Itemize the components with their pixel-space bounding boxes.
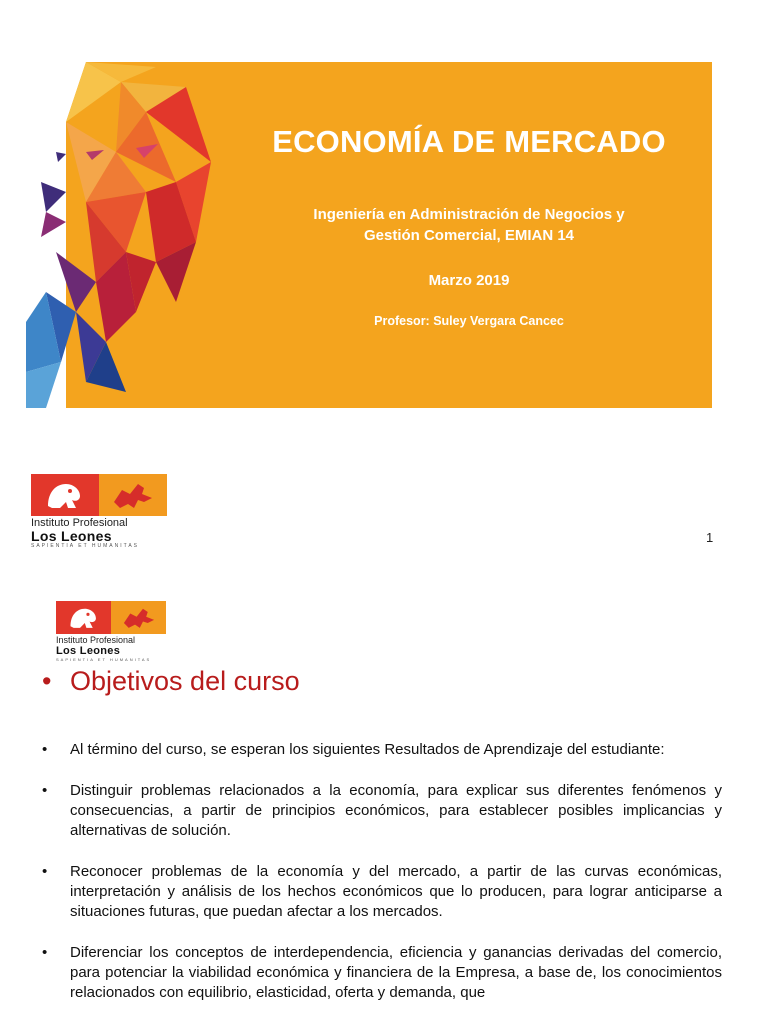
lion-icon	[31, 474, 99, 516]
banner-text-block	[226, 62, 712, 408]
objectives-list	[42, 740, 722, 1024]
page-number: 1	[706, 530, 714, 545]
bullet-mark: •	[42, 863, 48, 880]
subtitle-line-1: Ingeniería en Administración de Negocios y	[313, 206, 625, 223]
program-subtitle	[226, 204, 712, 246]
title-banner	[26, 62, 712, 408]
bullet-mark: •	[42, 782, 48, 799]
lion-rampant-icon	[99, 474, 167, 516]
institute-logo-small	[56, 601, 166, 662]
list-item	[42, 740, 722, 760]
list-item	[42, 943, 722, 1003]
presentation-title: ECONOMÍA DE MERCADO	[272, 124, 666, 159]
institute-logo	[31, 474, 167, 549]
list-item-text: Al término del curso, se esperan los siguientes Resultados de Aprendizaje del estudiante:	[70, 741, 665, 758]
logo-line-motto: SAPIENTIA ET HUMANITAS	[56, 657, 152, 662]
logo-emblem	[56, 601, 166, 634]
list-item-text: Reconocer problemas de la economía y del mercado, a partir de las curvas económicas, interpretación y análisis de los hechos económicos que lo producen, para lograr anticiparse a situaciones futuras, que puedan afectar a los mercados.	[70, 863, 722, 920]
list-item-text: Distinguir problemas relacionados a la economía, para explicar sus diferentes fenómenos y consecuencias, a partir de principios económicos, para establecer posibles implicancias y alternativas de solución.	[70, 782, 722, 839]
bullet-mark: •	[42, 666, 52, 696]
section-heading	[42, 666, 300, 697]
logo-line-institute: Instituto Profesional	[56, 635, 136, 645]
lion-icon	[56, 601, 111, 634]
professor-name: Profesor: Suley Vergara Cancec	[374, 314, 564, 328]
subtitle-line-2: Gestión Comercial, EMIAN 14	[363, 227, 575, 244]
presentation-date: Marzo 2019	[428, 272, 510, 289]
logo-line-name: Los Leones	[56, 645, 121, 657]
logo-line-institute: Instituto Profesional	[31, 517, 128, 529]
logo-line-name: Los Leones	[31, 528, 112, 544]
geometric-lion-icon	[26, 62, 226, 408]
logo-emblem	[31, 474, 167, 516]
logo-line-motto: SAPIENTIA ET HUMANITAS	[31, 543, 139, 549]
bullet-mark: •	[42, 944, 48, 961]
bullet-mark: •	[42, 741, 48, 758]
list-item-text: Diferenciar los conceptos de interdependencia, eficiencia y ganancias derivadas del comercio, para potenciar la viabilidad económica y financiera de la Empresa, a base de, los conocimientos relacionados con equilibrio, elasticidad, oferta y demanda, que	[70, 944, 722, 1001]
heading-text: Objetivos del curso	[70, 666, 300, 696]
list-item	[42, 862, 722, 922]
lion-rampant-icon	[111, 601, 166, 634]
list-item	[42, 781, 722, 841]
